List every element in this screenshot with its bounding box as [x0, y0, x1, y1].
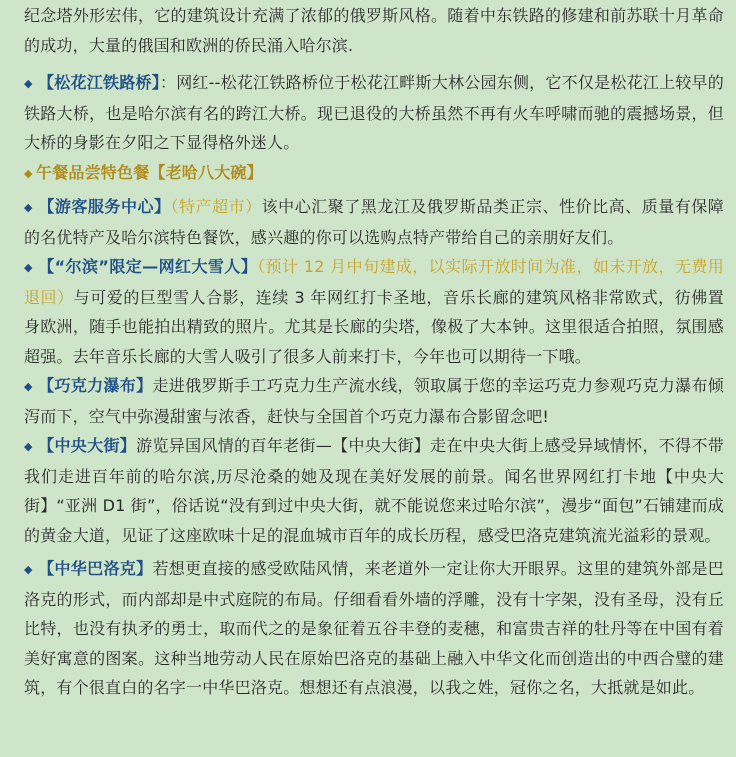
section-body: 若想更直接的感受欧陆风情，来老道外一定让你大开眼界。这里的建筑外部是巴洛克的形式，而内部却是中式庭院的布局。仔细看看外墙的浮雕，没有十字架，没有圣母，没有丘比特，也没有执矛的勇士，取而代之的是象征着五谷丰登的麦穗，和富贵吉祥的牡丹等在中国有着美好寓意的图案。这种当地劳动人民在原始巴洛克的基础上融入中华文化而创造出的中西合璧的建筑，有个很直白的名字一中华巴洛克。想想还有点浪漫，以我之姓，冠你之名，大抵就是如此。 — [24, 559, 724, 697]
diamond-bullet-icon: ◆ — [24, 563, 33, 576]
section-body: 走进俄罗斯手工巧克力生产流水线，领取属于您的幸运巧克力参观巧克力瀑布倾泻而下，空气中弥漫甜蜜与浓香，赶快与全国首个巧克力瀑布合影留念吧! — [24, 376, 724, 426]
section-body: ：网红--松花江铁路桥位于松花江畔斯大林公园东侧，它不仅是松花江上较早的铁路大桥，也是哈尔滨有名的跨江大桥。现已退役的大桥虽然不再有火车呼啸而驰的震撼场景，但大桥的身影在夕阳之下显得格外迷人。 — [24, 73, 724, 152]
section-body: 与可爱的巨型雪人合影，连续 3 年网红打卡圣地，音乐长廊的建筑风格非常欧式，彷佛置身欧洲，随手也能拍出精致的照片。尤其是长廊的尖塔，像极了大本钟。这里很适合拍照，氛围感超强。去年音乐长廊的大雪人吸引了很多人前来打卡，今年也可以期待一下哦。 — [24, 287, 724, 366]
section-title: 【巧克力瀑布】 — [38, 376, 153, 395]
diamond-bullet-icon: ◆ — [24, 261, 33, 274]
section-chinese-baroque — [24, 554, 724, 703]
diamond-bullet-icon: ◆ — [24, 166, 33, 180]
section-central-street — [24, 431, 724, 550]
section-title: 【游客服务中心】 — [38, 197, 171, 216]
section-title: 【松花江铁路桥】 — [38, 73, 160, 92]
section-title: 【中华巴洛克】 — [38, 559, 153, 578]
section-body: 游览异国风情的百年老街—【中央大街】走在中央大街上感受异域情怀，不得不带我们走进百年前的哈尔滨,历尽沧桑的她及现在美好发展的前景。闻名世界网红打卡地【中央大街】“亚洲 D1 街”，俗话说“没有到过中央大街，就不能说您来过哈尔滨”，漫步“面包”石铺建而成的黄金大道，见证了这座欧味十足的混血城市百年的成长历程，感受巴洛克建筑流光溢彩的景观。 — [24, 436, 725, 545]
intro-text: 纪念塔外形宏伟，它的建筑设计充满了浓郁的俄罗斯风格。随着中东铁路的修建和前苏联十月革命的成功，大量的俄国和欧洲的侨民涌入哈尔滨. — [24, 6, 724, 55]
diamond-bullet-icon: ◆ — [24, 380, 33, 393]
section-note: （预计 12 月中旬建成，以实际开放时间为准，如未开放，无费用退回） — [24, 257, 724, 307]
section-songhua-bridge — [24, 68, 724, 158]
diamond-bullet-icon: ◆ — [24, 77, 33, 90]
intro-paragraph — [24, 1, 724, 60]
section-visitor-center — [24, 192, 724, 252]
section-lunch — [24, 158, 724, 189]
diamond-bullet-icon: ◆ — [24, 440, 33, 453]
section-chocolate-waterfall — [24, 371, 724, 431]
section-title: 午餐品尝特色餐【老哈八大碗】 — [36, 162, 263, 182]
section-note: （特产超市） — [170, 197, 262, 216]
section-title: 【中央大街】 — [38, 436, 137, 455]
section-body: 该中心汇聚了黑龙江及俄罗斯品类正宗、性价比高、质量有保障的名优特产及哈尔滨特色餐饮，感兴趣的你可以选购点特产带给自己的亲朋好友们。 — [24, 197, 724, 247]
section-title: 【“尔滨”限定—网红大雪人】 — [38, 257, 258, 276]
diamond-bullet-icon: ◆ — [24, 201, 33, 214]
section-snowman — [24, 252, 724, 371]
